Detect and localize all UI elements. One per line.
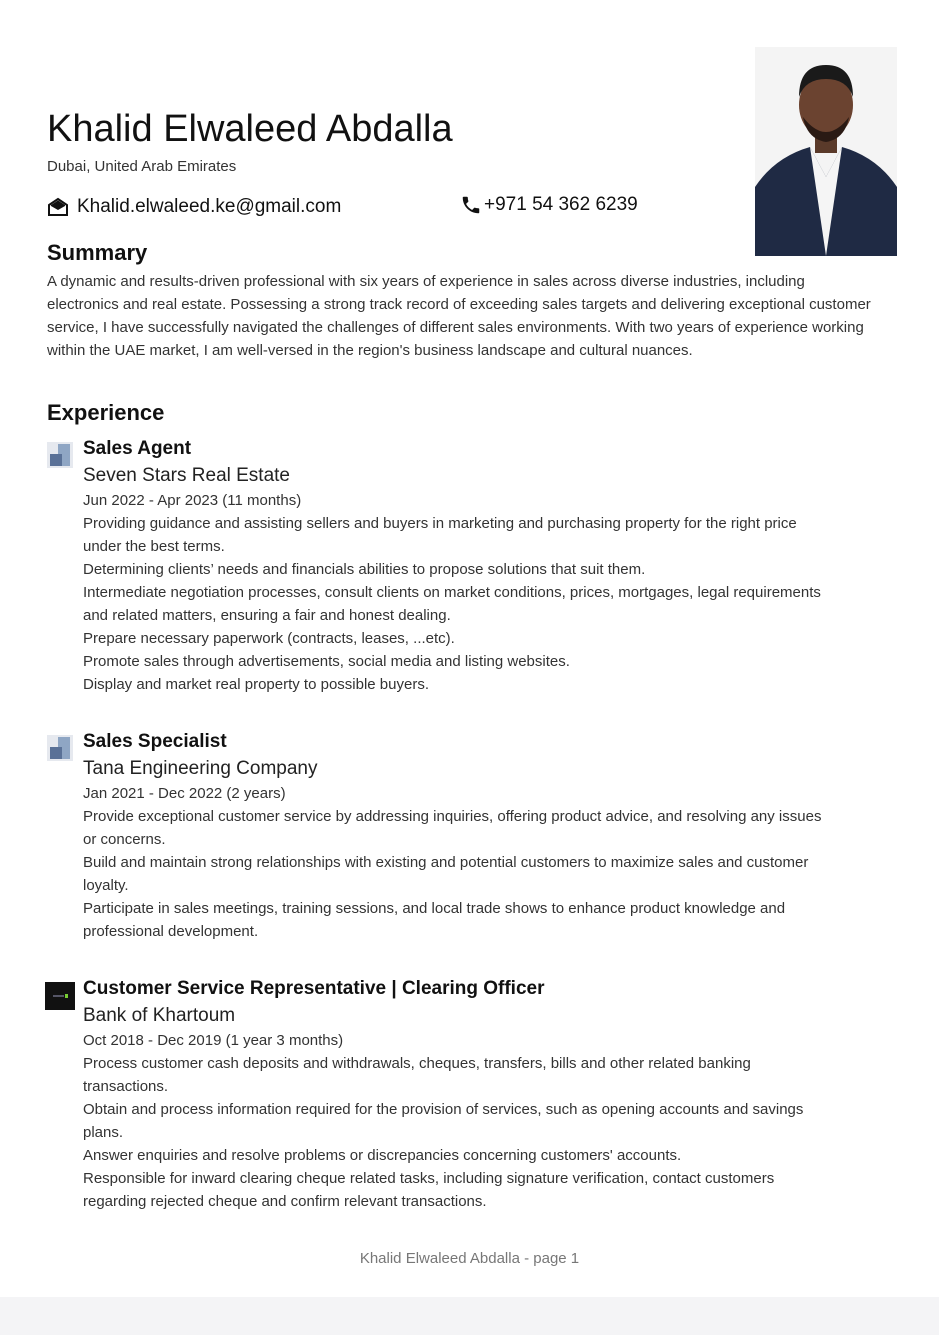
email-contact[interactable] [47, 196, 341, 218]
company-name: Tana Engineering Company [83, 758, 318, 779]
job-title: Sales Agent [83, 438, 192, 459]
job-duty: Answer enquiries and resolve problems or discrepancies concerning customers' accounts. [83, 1147, 682, 1164]
email-text[interactable]: Khalid.elwaleed.ke@gmail.com [77, 196, 342, 217]
experience-heading: Experience [47, 400, 165, 425]
candidate-name: Khalid Elwaleed Abdalla [47, 108, 453, 150]
experience-entry [47, 436, 847, 696]
job-duty: Promote sales through advertisements, social media and listing websites. [83, 653, 570, 670]
phone-contact[interactable] [460, 194, 638, 216]
job-duty: Build and maintain strong relationships with existing and potential customers to maximize sales and customer loyalty. [83, 854, 809, 894]
summary-heading: Summary [47, 240, 148, 265]
location: Dubai, United Arab Emirates [47, 158, 237, 175]
profile-photo [755, 47, 897, 256]
phone-icon [460, 194, 482, 216]
job-duty: Providing guidance and assisting sellers and buyers in marketing and purchasing property for the right price under the best terms. [83, 515, 797, 555]
job-title: Sales Specialist [83, 731, 227, 752]
company-logo-icon [47, 735, 73, 761]
company-name: Bank of Khartoum [83, 1005, 236, 1026]
job-title: Customer Service Representative | Clearing Officer [83, 978, 545, 999]
company-logo-icon [47, 442, 73, 468]
job-duty: Prepare necessary paperwork (contracts, leases, ...etc). [83, 630, 455, 647]
job-duty: Obtain and process information required for the provision of services, such as opening accounts and savings plans. [83, 1101, 804, 1141]
company-name: Seven Stars Real Estate [83, 465, 290, 486]
job-dates: Jun 2022 - Apr 2023 (11 months) [83, 492, 302, 509]
job-duty: Intermediate negotiation processes, consult clients on market conditions, prices, mortgages, legal requirements and related matters, ensuring a fair and honest dealing. [83, 584, 821, 624]
job-duty: Provide exceptional customer service by addressing inquiries, offering product advice, and resolving any issues or concerns. [83, 808, 822, 848]
job-duty: Display and market real property to possible buyers. [83, 676, 429, 693]
phone-text[interactable]: +971 54 362 6239 [484, 194, 638, 215]
page-gap [0, 1297, 939, 1335]
job-dates: Jan 2021 - Dec 2022 (2 years) [83, 785, 286, 802]
summary-text: A dynamic and results-driven professional with six years of experience in sales across diverse industries, including electronics and real estate. Possessing a strong track record of exceeding sales targets and delivering exceptional customer service, I have successfully navigated the challenges of different sales environments. With two years of experience working within the UAE market, I am well-versed in the region's business landscape and cultural nuances. [47, 273, 871, 359]
job-dates: Oct 2018 - Dec 2019 (1 year 3 months) [83, 1032, 344, 1049]
envelope-icon [47, 197, 69, 217]
job-duty: Responsible for inward clearing cheque related tasks, including signature verification, contact customers regarding rejected cheque and confirm relevant transactions. [83, 1170, 775, 1210]
job-duty: Determining clients’ needs and financials abilities to propose solutions that suit them. [83, 561, 646, 578]
job-duty: Participate in sales meetings, training sessions, and local trade shows to enhance product knowledge and professional development. [83, 900, 786, 940]
job-duty: Process customer cash deposits and withdrawals, cheques, transfers, bills and other related banking transactions. [83, 1055, 751, 1095]
experience-entry [47, 729, 847, 943]
company-logo-icon [45, 982, 75, 1010]
page-footer: Khalid Elwaleed Abdalla - page 1 [359, 1250, 580, 1267]
experience-entry [47, 976, 847, 1213]
